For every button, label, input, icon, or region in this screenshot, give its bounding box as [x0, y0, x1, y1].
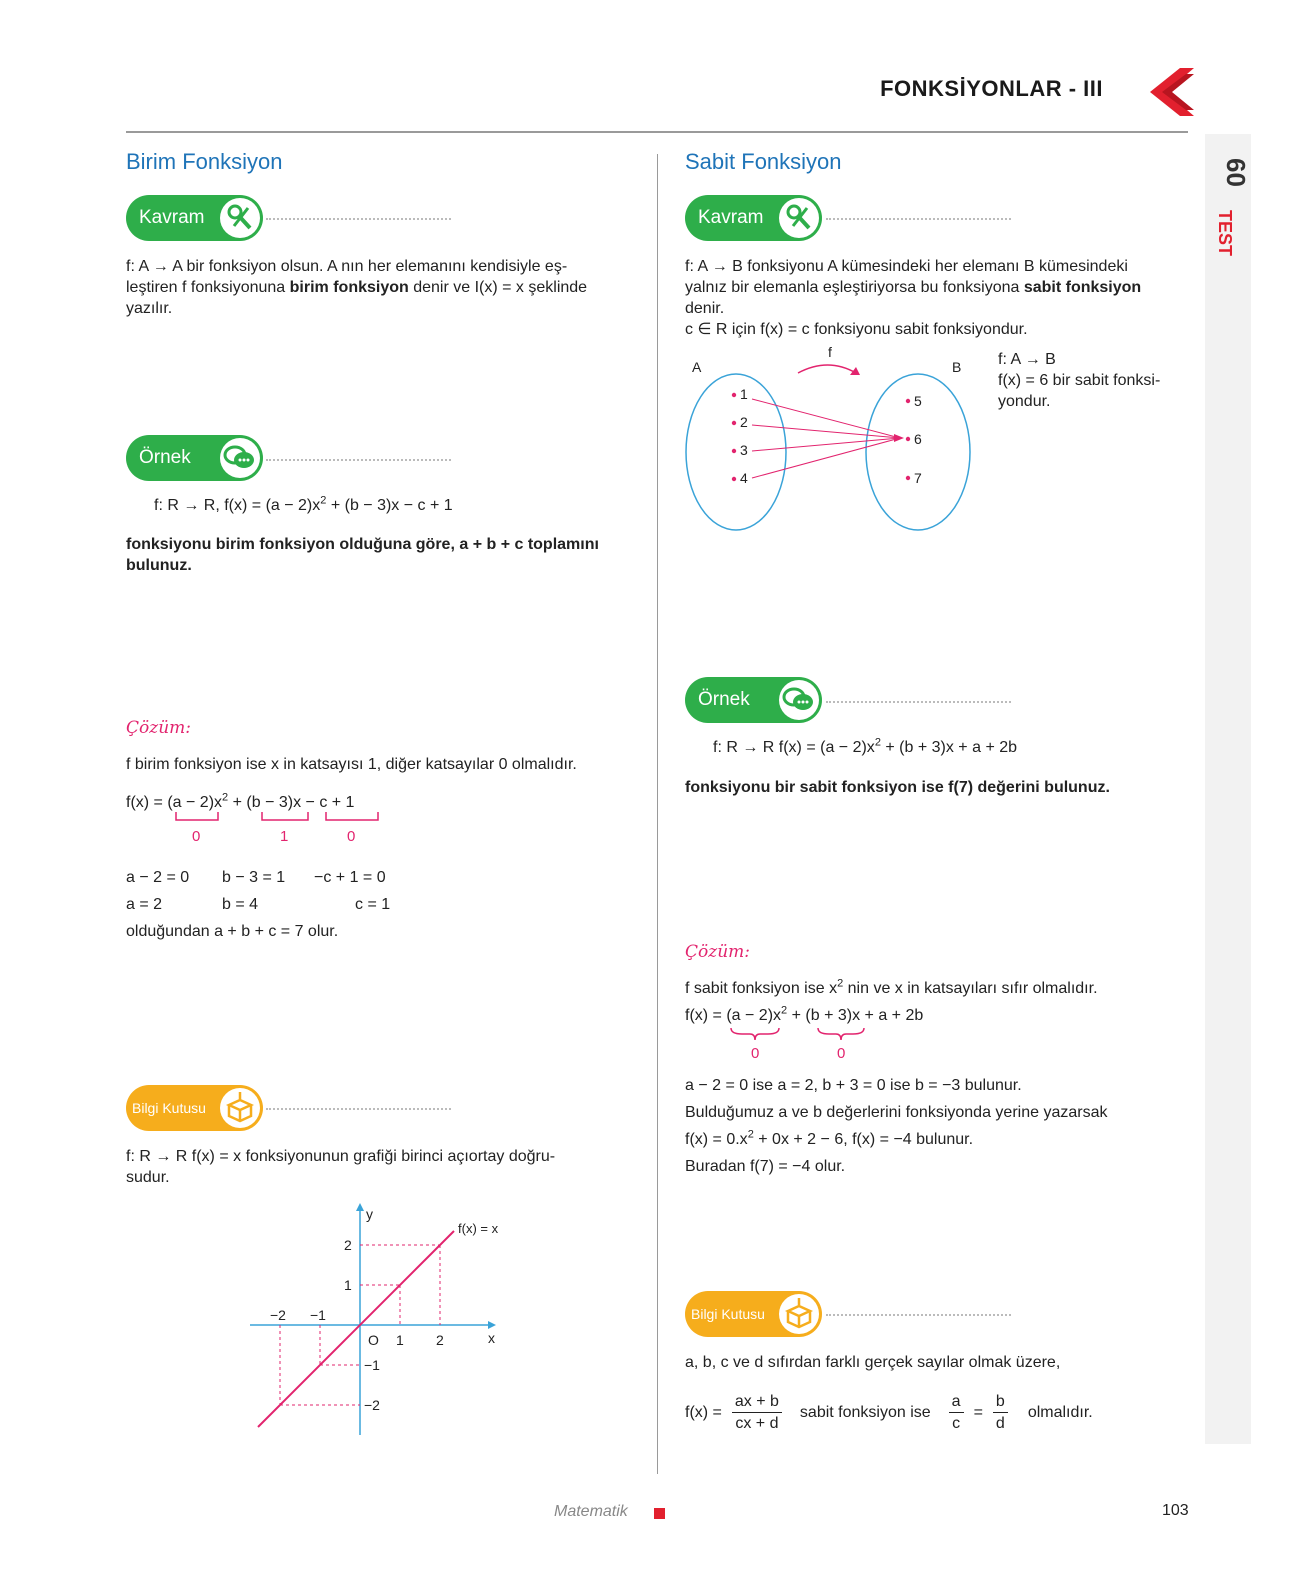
- tick-label: 1: [344, 1277, 352, 1293]
- braces: [728, 1026, 878, 1042]
- set-a-element: 2: [740, 414, 748, 430]
- tick-label: 2: [436, 1332, 444, 1348]
- text-span: nin ve x in katsayıları sıfır olmalıdır.: [843, 980, 1098, 997]
- result: a = 2: [126, 896, 163, 913]
- ornek-question: [126, 534, 636, 576]
- y-label: y: [366, 1206, 373, 1222]
- set-b-label: B: [952, 359, 962, 375]
- result: b = 4: [222, 896, 259, 913]
- text-span: sabit fonksiyon ise: [799, 1404, 931, 1421]
- set-b-element: 5: [914, 393, 922, 409]
- dotted-rule: [266, 1108, 451, 1110]
- note-line: f(x) = 6 bir sabit fonksi-: [998, 372, 1161, 389]
- question-line: fonksiyonu birim fonksiyon olduğuna göre, a + b + c toplamını: [126, 536, 599, 553]
- tools-icon: [220, 198, 260, 238]
- dotted-rule: [826, 218, 1011, 220]
- denominator: d: [995, 1415, 1005, 1432]
- exponent: 2: [837, 977, 844, 990]
- question-line: bulunuz.: [126, 557, 192, 574]
- chevron-left-icon: [1150, 68, 1194, 116]
- ornek-badge-label: Örnek: [139, 447, 191, 468]
- tick-label: −2: [364, 1397, 380, 1413]
- bilgi-line: sudur.: [126, 1169, 170, 1186]
- text-span: f: R → R, f(x) = (a − 2)x: [154, 497, 321, 514]
- text-span: + (b + 3)x + a + 2b: [787, 1007, 924, 1024]
- kavram-line: denir.: [685, 300, 725, 317]
- cozum-formula: [685, 1005, 923, 1026]
- exponent: 2: [747, 1128, 754, 1141]
- x-label: x: [488, 1330, 495, 1346]
- tick-label: −1: [310, 1307, 326, 1323]
- bilgi-line: a, b, c ve d sıfırdan farklı gerçek sayılar olmak üzere,: [685, 1354, 1061, 1371]
- page-number: 103: [1162, 1502, 1189, 1519]
- kavram-line: f: A → A bir fonksiyon olsun. A nın her elemanını kendisiyle eş-: [126, 258, 568, 275]
- fraction: [993, 1391, 1008, 1434]
- text-span: + (b − 3)x − c + 1: [228, 794, 355, 811]
- kavram-line: f: A → B fonksiyonu A kümesindeki her elemanı B kümesindeki: [685, 258, 1128, 275]
- equals-sign: =: [973, 1404, 983, 1421]
- bilgi-text: [126, 1146, 636, 1188]
- text-span: yalnız bir elemanla eşleştiriyorsa bu fonksiyona: [685, 279, 1024, 296]
- exponent: 2: [781, 1004, 788, 1017]
- brace-value: 0: [837, 1045, 846, 1062]
- text-span: leştiren f fonksiyonuna: [126, 279, 290, 296]
- cozum-line: [685, 978, 1098, 999]
- brackets: [170, 812, 390, 824]
- text-span: f(x) = (a − 2)x: [685, 1007, 782, 1024]
- tick-label: −1: [364, 1357, 380, 1373]
- kavram-badge-label: Kavram: [698, 207, 764, 228]
- exponent: 2: [222, 791, 229, 804]
- ornek-formula: [154, 495, 453, 516]
- mapping-diagram: [680, 345, 980, 535]
- bilgi-badge: [126, 1085, 263, 1131]
- term-sabit: sabit fonksiyon: [1023, 279, 1142, 296]
- ornek-badge: [685, 677, 822, 723]
- text-span: f(x) =: [685, 1404, 722, 1421]
- text-span: f(x) = 0.x: [685, 1131, 748, 1148]
- denominator: c: [952, 1415, 961, 1432]
- equation: −c + 1 = 0: [314, 869, 386, 886]
- tools-icon: [779, 198, 819, 238]
- cozum-line: f birim fonksiyon ise x in katsayısı 1, diğer katsayılar 0 olmalıdır.: [126, 756, 577, 773]
- set-a-ellipse: [686, 374, 786, 530]
- footer-square: [654, 1508, 665, 1519]
- set-a-label: A: [692, 359, 702, 375]
- bracket-value: 0: [192, 828, 201, 845]
- bilgi-formula: [685, 1391, 1093, 1434]
- tick-label: −2: [270, 1307, 286, 1323]
- arrow-label: f: [828, 344, 832, 360]
- bilgi-badge: [685, 1291, 822, 1337]
- cozum-line: a − 2 = 0 ise a = 2, b + 3 = 0 ise b = −3 bulunur.: [685, 1077, 1022, 1094]
- test-label: TEST: [1215, 210, 1235, 257]
- dotted-rule: [266, 218, 451, 220]
- numerator: ax + b: [732, 1391, 782, 1413]
- line-label: f(x) = x: [458, 1221, 499, 1236]
- dotted-rule: [826, 1314, 1011, 1316]
- diagram-note: [998, 349, 1190, 412]
- cozum-label: Çözüm:: [685, 942, 750, 962]
- header-rule: [126, 131, 1188, 133]
- cozum-line: [685, 1129, 973, 1150]
- bracket-value: 1: [280, 828, 289, 845]
- text-span: denir ve I(x) = x şeklinde: [408, 279, 588, 296]
- exponent: 2: [320, 494, 327, 507]
- kavram-line: yazılır.: [126, 300, 173, 317]
- ornek-formula: [713, 737, 1017, 758]
- set-b-element: 6: [914, 431, 922, 447]
- test-number: 60: [1221, 158, 1251, 187]
- box-icon: [779, 1294, 819, 1334]
- x-axis-arrow: [488, 1321, 496, 1329]
- numerator: a: [949, 1391, 964, 1413]
- column-divider: [657, 154, 658, 1474]
- set-a-element: 3: [740, 442, 748, 458]
- box-icon: [220, 1088, 260, 1128]
- bilgi-badge-label: Bilgi Kutusu: [691, 1306, 765, 1322]
- kavram-badge: [685, 195, 822, 241]
- ornek-question: fonksiyonu bir sabit fonksiyon ise f(7) değerini bulunuz.: [685, 779, 1110, 796]
- fraction: [949, 1391, 964, 1434]
- cozum-formula: [126, 792, 354, 813]
- result: c = 1: [355, 896, 391, 913]
- dotted-rule: [266, 459, 451, 461]
- equation: b − 3 = 1: [222, 869, 286, 886]
- ornek-badge: [126, 435, 263, 481]
- brace-value: 0: [751, 1045, 760, 1062]
- numerator: b: [993, 1391, 1008, 1413]
- cozum-line: Bulduğumuz a ve b değerlerini fonksiyonda yerine yazarsak: [685, 1104, 1108, 1121]
- f-arrow: [798, 365, 856, 373]
- text-span: f: R → R f(x) = (a − 2)x: [713, 739, 875, 756]
- set-a-element: 4: [740, 470, 748, 486]
- footer-subject: Matematik: [554, 1503, 628, 1520]
- fraction: [732, 1391, 782, 1434]
- kavram-line: [126, 277, 636, 298]
- cozum-label: Çözüm:: [126, 718, 191, 738]
- note-line: f: A → B: [998, 351, 1056, 368]
- tick-label: 1: [396, 1332, 404, 1348]
- bracket-value: 0: [347, 828, 356, 845]
- cozum-line: Buradan f(7) = −4 olur.: [685, 1158, 846, 1175]
- right-section-title: Sabit Fonksiyon: [685, 149, 842, 174]
- text-span: f sabit fonksiyon ise x: [685, 980, 838, 997]
- kavram-line: [685, 277, 1190, 298]
- kavram-text: [685, 256, 1190, 340]
- text-span: f(x) = (a − 2)x: [126, 794, 223, 811]
- side-strip: [1205, 134, 1251, 1444]
- chapter-title: FONKSİYONLAR - III: [880, 76, 1103, 101]
- term-birim: birim fonksiyon: [289, 279, 409, 296]
- kavram-line: c ∈ R için f(x) = c fonksiyonu sabit fonksiyondur.: [685, 321, 1028, 338]
- exponent: 2: [874, 736, 881, 749]
- chat-bubbles-icon: [220, 438, 260, 478]
- set-a-element: 1: [740, 386, 748, 402]
- equation: a − 2 = 0: [126, 869, 190, 886]
- y-axis-arrow: [356, 1203, 364, 1211]
- kavram-text: [126, 256, 636, 319]
- conclusion: olduğundan a + b + c = 7 olur.: [126, 923, 339, 940]
- test-tab: [1207, 150, 1251, 260]
- text-span: olmalıdır.: [1027, 1404, 1093, 1421]
- kavram-badge-label: Kavram: [139, 207, 205, 228]
- identity-graph: [240, 1195, 530, 1450]
- kavram-badge: [126, 195, 263, 241]
- bilgi-badge-label: Bilgi Kutusu: [132, 1100, 206, 1116]
- text-span: + 0x + 2 − 6, f(x) = −4 bulunur.: [753, 1131, 974, 1148]
- text-span: + (b − 3)x − c + 1: [326, 497, 453, 514]
- set-b-element: 7: [914, 470, 922, 486]
- text-span: + (b + 3)x + a + 2b: [880, 739, 1018, 756]
- denominator: cx + d: [735, 1415, 779, 1432]
- tick-label: 2: [344, 1237, 352, 1253]
- ornek-badge-label: Örnek: [698, 689, 750, 710]
- origin-label: O: [368, 1332, 379, 1348]
- bilgi-line: f: R → R f(x) = x fonksiyonunun grafiği birinci açıortay doğru-: [126, 1148, 556, 1165]
- chat-bubbles-icon: [779, 680, 819, 720]
- left-section-title: Birim Fonksiyon: [126, 149, 283, 174]
- note-line: yondur.: [998, 393, 1051, 410]
- identity-line: [258, 1231, 454, 1427]
- dotted-rule: [826, 701, 1011, 703]
